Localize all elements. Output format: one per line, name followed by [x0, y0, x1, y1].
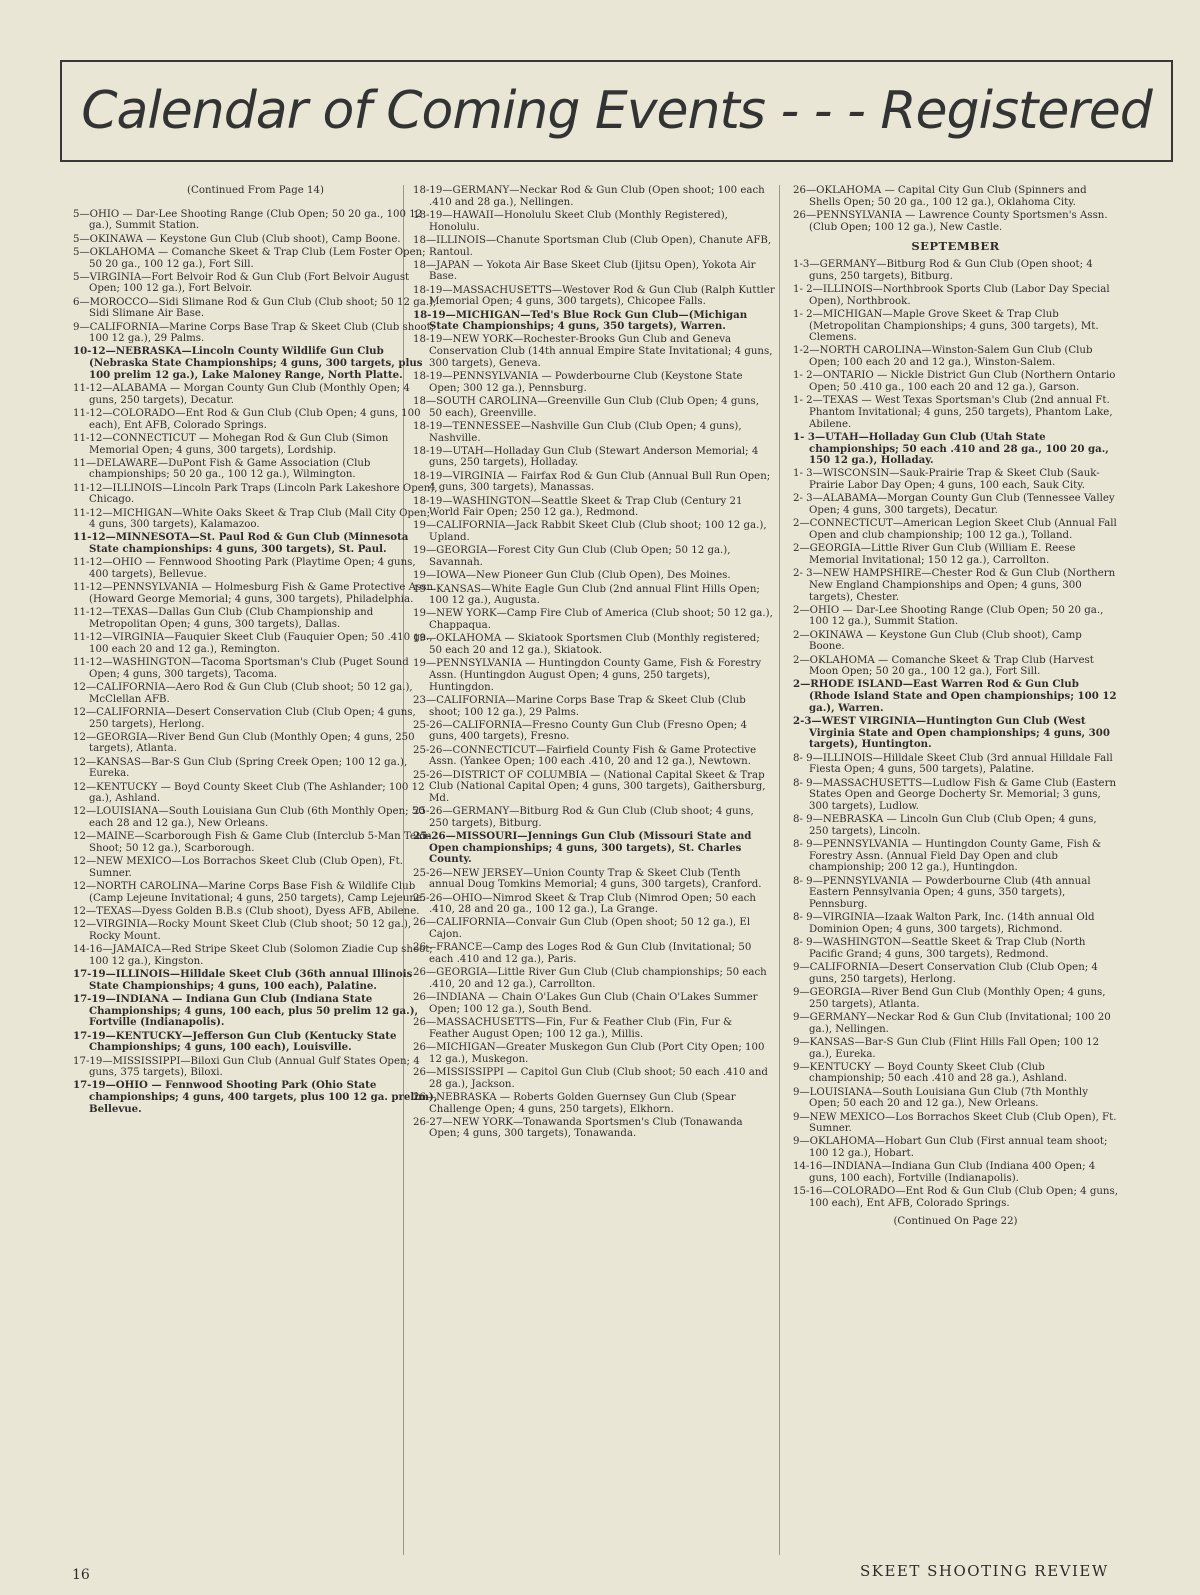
event-entry: 2—RHODE ISLAND—East Warren Rod & Gun Club (Rhode Island State and Open championships; 100 12 ga.), Warren.	[793, 678, 1117, 714]
event-entry: 18-19—GERMANY—Neckar Rod & Gun Club (Open shoot; 100 each .410 and 28 ga.), Nellingen.	[413, 185, 765, 208]
continued-from-note: (Continued From Page 14)	[187, 185, 324, 196]
event-list	[413, 185, 775, 1140]
event-entry: 2—GEORGIA—Little River Gun Club (William E. Reese Memorial Invitational; 150 12 ga.), Carrollton.	[793, 543, 1076, 566]
event-entry: 8- 9—VIRGINIA—Izaak Walton Park, Inc. (14th annual Old Dominion Open; 4 guns, 300 targets), Richmond.	[793, 912, 1095, 935]
event-entry: 18-19—MASSACHUSETTS—Westover Rod & Gun Club (Ralph Kuttler Memorial Open; 4 guns, 300 targets), Chicopee Falls.	[413, 284, 775, 308]
event-entry: 18-19—WASHINGTON—Seattle Skeet & Trap Club (Century 21 World Fair Open; 250 12 ga.), Redmond.	[413, 495, 743, 519]
event-entry: 11-12—OHIO — Fennwood Shooting Park (Playtime Open; 4 guns, 400 targets), Bellevue.	[73, 557, 416, 581]
event-entry: 11-12—ILLINOIS—Lincoln Park Traps (Lincoln Park Lakeshore Open), Chicago.	[73, 482, 438, 506]
event-entry: 25-26—GERMANY—Bitburg Rod & Gun Club (Club shoot; 4 guns, 250 targets), Bitburg.	[413, 806, 754, 829]
event-entry: 2—OHIO — Dar-Lee Shooting Range (Club Open; 50 20 ga., 100 12 ga.), Summit Station.	[793, 604, 1104, 628]
event-list	[793, 259, 1118, 1210]
event-entry: 5—OKINAWA — Keystone Gun Club (Club shoot), Camp Boone.	[73, 233, 401, 245]
event-entry: 26—MICHIGAN—Greater Muskegon Gun Club (Port City Open; 100 12 ga.), Muskegon.	[413, 1042, 765, 1065]
event-entry: 5—OKLAHOMA — Comanche Skeet & Trap Club (Lem Foster Open; 50 20 ga., 100 12 ga.), Fort Sill.	[73, 246, 426, 270]
event-entry: 11-12—WASHINGTON—Tacoma Sportsman's Club (Puget Sound Open; 4 guns, 300 targets), Tacoma.	[73, 657, 409, 680]
event-entry: 9—NEW MEXICO—Los Borrachos Skeet Club (Club Open), Ft. Sumner.	[793, 1111, 1117, 1135]
event-entry: 1- 2—TEXAS — West Texas Sportsman's Club (2nd annual Ft. Phantom Invitational; 4 guns, 250 targets), Phantom Lake, Abilene.	[793, 395, 1113, 430]
publication-name: SKEET SHOOTING REVIEW	[860, 1562, 1109, 1580]
event-entry: 9—KANSAS—Bar-S Gun Club (Flint Hills Fall Open; 100 12 ga.), Eureka.	[793, 1036, 1100, 1060]
event-entry: 9—LOUISIANA—South Louisiana Gun Club (7th Monthly Open; 50 each 20 and 12 ga.), New Orleans.	[793, 1086, 1088, 1110]
title-box	[60, 60, 1173, 162]
event-entry: 12—KENTUCKY — Boyd County Skeet Club (The Ashlander; 100 12 ga.), Ashland.	[73, 781, 425, 805]
event-entry: 11-12—VIRGINIA—Fauquier Skeet Club (Fauquier Open; 50 .410 ga., 100 each 20 and 12 ga.), Remington.	[73, 632, 433, 655]
event-entry: 25-26—MISSOURI—Jennings Gun Club (Missouri State and Open championships; 4 guns, 300 targets), St. Charles County.	[413, 830, 752, 866]
event-entry: 19—KANSAS—White Eagle Gun Club (2nd annual Flint Hills Open; 100 12 ga.), Augusta.	[413, 583, 760, 607]
event-entry: 19—CALIFORNIA—Jack Rabbit Skeet Club (Club shoot; 100 12 ga.), Upland.	[413, 520, 767, 544]
event-entry: 17-19—ILLINOIS—Hilldale Skeet Club (36th annual Illinois State Championships; 4 guns, 100 each), Palatine.	[73, 968, 413, 992]
event-entry: 5—OHIO — Dar-Lee Shooting Range (Club Open; 50 20 ga., 100 12 ga.), Summit Station.	[73, 208, 423, 232]
event-entry: 11-12—TEXAS—Dallas Gun Club (Club Championship and Metropolitan Open; 4 guns, 300 targets), Dallas.	[73, 607, 374, 630]
event-entry: 18-19—MICHIGAN—Ted's Blue Rock Gun Club—(Michigan State Championships; 4 guns, 350 targets), Warren.	[413, 308, 748, 333]
event-entry: 19—GEORGIA—Forest City Gun Club (Club Open; 50 12 ga.), Savannah.	[413, 545, 731, 569]
event-entry: 23—CALIFORNIA—Marine Corps Base Trap & Skeet Club (Club shoot; 100 12 ga.), 29 Palms.	[413, 694, 746, 718]
event-entry: 12—GEORGIA—River Bend Gun Club (Monthly Open; 4 guns, 250 targets), Atlanta.	[73, 731, 415, 755]
event-entry: 11-12—CONNECTICUT — Mohegan Rod & Gun Club (Simon Memorial Open; 4 guns, 300 targets), Lordship.	[73, 432, 389, 456]
event-entry: 12—CALIFORNIA—Aero Rod & Gun Club (Club shoot; 50 12 ga.), McClellan AFB.	[73, 681, 413, 705]
event-entry: 17-19—INDIANA — Indiana Gun Club (Indiana State Championships; 4 guns, 100 each, plus 50 prelim 12 ga.), Fortville (Indianapolis).	[73, 993, 419, 1029]
event-entry: 1- 2—ILLINOIS—Northbrook Sports Club (Labor Day Special Open), Northbrook.	[793, 283, 1110, 307]
event-entry: 5—VIRGINIA—Fort Belvoir Rod & Gun Club (Fort Belvoir August Open; 100 12 ga.), Fort Belvoir.	[73, 271, 410, 295]
event-entry: 1-2—NORTH CAROLINA—Winston-Salem Gun Club (Club Open; 100 each 20 and 12 ga.), Winston-Salem.	[793, 345, 1093, 369]
event-entry: 12—MAINE—Scarborough Fish & Game Club (Interclub 5-Man Team Shoot; 50 12 ga.), Scarborough.	[73, 831, 432, 855]
event-entry: 9—GERMANY—Neckar Rod & Gun Club (Invitational; 100 20 ga.), Nellingen.	[793, 1011, 1111, 1035]
event-entry: 1- 2—MICHIGAN—Maple Grove Skeet & Trap Club (Metropolitan Championships; 4 guns, 300 targets), Mt. Clemens.	[793, 308, 1099, 344]
event-list	[793, 185, 1118, 233]
month-heading: SEPTEMBER	[911, 239, 1000, 254]
page-title: Calendar of Coming Events - - - Registered	[81, 81, 1152, 141]
event-entry: 9—GEORGIA—River Bend Gun Club (Monthly Open; 4 guns, 250 targets), Atlanta.	[793, 987, 1106, 1010]
event-entry: 26—GEORGIA—Little River Gun Club (Club championships; 50 each .410, 20 and 12 ga.), Carrollton.	[413, 967, 767, 990]
event-entry: 26—INDIANA — Chain O'Lakes Gun Club (Chain O'Lakes Summer Open; 100 12 ga.), South Bend.	[413, 992, 758, 1015]
event-entry: 18-19—TENNESSEE—Nashville Gun Club (Club Open; 4 guns), Nashville.	[413, 420, 742, 444]
event-entry: 11-12—ALABAMA — Morgan County Gun Club (Monthly Open; 4 guns, 250 targets), Decatur.	[73, 383, 410, 406]
event-entry: 6—MOROCCO—Sidi Slimane Rod & Gun Club (Club shoot; 50 12 ga.), Sidi Slimane Air Base.	[73, 296, 437, 320]
event-list	[73, 209, 438, 1116]
event-entry: 25-26—CONNECTICUT—Fairfield County Fish & Game Protective Assn. (Yankee Open; 100 each .410, 20 and 12 ga.), Newtown.	[413, 744, 757, 768]
event-entry: 1- 2—ONTARIO — Nickle District Gun Club (Northern Ontario Open; 50 .410 ga., 100 each 20 and 12 ga.), Garson.	[793, 370, 1116, 394]
event-entry: 8- 9—NEBRASKA — Lincoln Gun Club (Club Open; 4 guns, 250 targets), Lincoln.	[793, 814, 1097, 837]
event-entry: 9—CALIFORNIA—Desert Conservation Club (Club Open; 4 guns, 250 targets), Herlong.	[793, 962, 1098, 985]
event-entry: 14-16—INDIANA—Indiana Gun Club (Indiana 400 Open; 4 guns, 100 each), Fortville (Indianapolis).	[793, 1161, 1096, 1185]
event-entry: 15-16—COLORADO—Ent Rod & Gun Club (Club Open; 4 guns, 100 each), Ent AFB, Colorado Springs.	[793, 1186, 1118, 1209]
event-entry: 11—DELAWARE—DuPont Fish & Game Association (Club championships; 50 20 ga., 100 12 ga.), Wilmington.	[73, 457, 371, 481]
event-entry: 25-26—DISTRICT OF COLUMBIA — (National Capital Skeet & Trap Club (National Capital Open; 4 guns, 300 targets), Gaithersburg, Md.	[413, 769, 766, 804]
event-entry: 19—NEW YORK—Camp Fire Club of America (Club shoot; 50 12 ga.), Chappaqua.	[413, 608, 773, 632]
event-entry: 2- 3—NEW HAMPSHIRE—Chester Rod & Gun Club (Northern New England Championships and Open; 4 guns, 300 targets), Chester.	[793, 568, 1116, 603]
event-entry: 2- 3—ALABAMA—Morgan County Gun Club (Tennessee Valley Open; 4 guns, 300 targets), Decatur.	[793, 493, 1115, 517]
event-entry: 8- 9—ILLINOIS—Hilldale Skeet Club (3rd annual Hilldale Fall Fiesta Open; 4 guns, 500 targets), Palatine.	[793, 752, 1113, 776]
event-entry: 26—PENNSYLVANIA — Lawrence County Sportsmen's Assn. (Club Open; 100 12 ga.), New Castle.	[793, 209, 1108, 233]
event-entry: 19—IOWA—New Pioneer Gun Club (Club Open), Des Moines.	[413, 570, 731, 582]
event-entry: 14-16—JAMAICA—Red Stripe Skeet Club (Solomon Ziadie Cup shoot; 100 12 ga.), Kingston.	[73, 944, 433, 967]
event-entry: 17-19—KENTUCKY—Jefferson Gun Club (Kentucky State Championships; 4 guns, 100 each), Louisville.	[73, 1029, 397, 1054]
event-entry: 12—NEW MEXICO—Los Borrachos Skeet Club (Club Open), Ft. Sumner.	[73, 856, 403, 879]
event-entry: 9—KENTUCKY — Boyd County Skeet Club (Club championship; 50 each .410 and 28 ga.), Ashland.	[793, 1061, 1068, 1085]
event-entry: 18—SOUTH CAROLINA—Greenville Gun Club (Club Open; 4 guns, 50 each), Greenville.	[413, 395, 760, 419]
event-entry: 18-19—NEW YORK—Rochester-Brooks Gun Club and Geneva Conservation Club (14th annual Empire State Invitational; 4 guns, 300 targets), Geneva.	[413, 334, 773, 369]
event-entry: 8- 9—MASSACHUSETTS—Ludlow Fish & Game Club (Eastern States Open and George Docherty Sr. Memorial; 3 guns, 300 targets), Ludlow.	[793, 777, 1117, 812]
event-entry: 11-12—COLORADO—Ent Rod & Gun Club (Club Open; 4 guns, 100 each), Ent AFB, Colorado Springs.	[73, 407, 421, 431]
event-entry: 10-12—NEBRASKA—Lincoln County Wildlife Gun Club (Nebraska State Championships; 4 guns, 300 targets, plus 100 prelim 12 ga.), Lake Maloney Range, North Platte.	[73, 345, 423, 381]
event-entry: 8- 9—WASHINGTON—Seattle Skeet & Trap Club (North Pacific Grand; 4 guns, 300 targets), Redmond.	[793, 937, 1086, 960]
event-entry: 19—PENNSYLVANIA — Huntingdon County Game, Fish & Forestry Assn. (Huntingdon August Open; 4 guns, 250 targets), Huntingdon.	[413, 658, 762, 693]
event-entry: 26—OKLAHOMA — Capital City Gun Club (Spinners and Shells Open; 50 20 ga., 100 12 ga.), Oklahoma City.	[793, 185, 1087, 208]
event-entry: 2—OKINAWA — Keystone Gun Club (Club shoot), Camp Boone.	[793, 629, 1082, 653]
event-entry: 18-19—PENNSYLVANIA — Powderbourne Club (Keystone State Open; 300 12 ga.), Pennsburg.	[413, 371, 743, 394]
event-entry: 1- 3—UTAH—Holladay Gun Club (Utah State championships; 50 each .410 and 28 ga., 100 20 ga., 150 12 ga.), Holladay.	[793, 430, 1109, 467]
event-entry: 1- 3—WISCONSIN—Sauk-Prairie Trap & Skeet Club (Sauk-Prairie Labor Day Open; 4 guns, 100 each, Sauk City.	[793, 468, 1100, 492]
event-entry: 26—FRANCE—Camp des Loges Rod & Gun Club (Invitational; 50 each .410 and 12 ga.), Paris.	[413, 942, 752, 966]
event-entry: 12—CALIFORNIA—Desert Conservation Club (Club Open; 4 guns, 250 targets), Herlong.	[73, 706, 416, 730]
event-entry: 25-26—OHIO—Nimrod Skeet & Trap Club (Nimrod Open; 50 each .410, 28 and 20 ga., 100 12 ga.), La Grange.	[413, 892, 756, 916]
event-entry: 12—LOUISIANA—South Louisiana Gun Club (6th Monthly Open; 50 each 28 and 12 ga.), New Orleans.	[73, 806, 425, 830]
event-entry: 11-12—MICHIGAN—White Oaks Skeet & Trap Club (Mall City Open; 4 guns, 300 targets), Kalamazoo.	[73, 507, 431, 531]
event-entry: 18—ILLINOIS—Chanute Sportsman Club (Club Open), Chanute AFB, Rantoul.	[413, 234, 772, 258]
column-divider	[779, 185, 780, 1555]
event-entry: 18-19—UTAH—Holladay Gun Club (Stewart Anderson Memorial; 4 guns, 250 targets), Holladay.	[413, 445, 759, 469]
event-entry: 26-27—NEW YORK—Tonawanda Sportsmen's Club (Tonawanda Open; 4 guns, 300 targets), Tonawanda.	[413, 1116, 743, 1140]
event-entry: 25-26—NEW JERSEY—Union County Trap & Skeet Club (Tenth annual Doug Tomkins Memorial; 4 guns, 300 targets), Cranford.	[413, 867, 762, 891]
event-entry: 17-19—MISSISSIPPI—Biloxi Gun Club (Annual Gulf States Open; 4 guns, 375 targets), Biloxi.	[73, 1055, 420, 1079]
event-entry: 18-19—HAWAII—Honolulu Skeet Club (Monthly Registered), Honolulu.	[413, 209, 728, 233]
event-entry: 8- 9—PENNSYLVANIA — Powderbourne Club (4th annual Eastern Pennsylvania Open; 4 guns, 350 targets), Pennsburg.	[793, 875, 1091, 911]
event-entry: 2—OKLAHOMA — Comanche Skeet & Trap Club (Harvest Moon Open; 50 20 ga., 100 12 ga.), Fort Sill.	[793, 654, 1094, 678]
column-2	[413, 185, 775, 1142]
event-entry: 2-3—WEST VIRGINIA—Huntington Gun Club (West Virginia State and Open championships; 4 guns, 300 targets), Huntington.	[793, 715, 1110, 751]
event-entry: 12—VIRGINIA—Rocky Mount Skeet Club (Club shoot; 50 12 ga.), Rocky Mount.	[73, 919, 412, 942]
event-entry: 19—OKLAHOMA — Skiatook Sportsmen Club (Monthly registered; 50 each 20 and 12 ga.), Skiatook.	[413, 633, 760, 657]
column-3	[793, 185, 1118, 1227]
event-entry: 11-12—MINNESOTA—St. Paul Rod & Gun Club (Minnesota State championships: 4 guns, 300 targets), St. Paul.	[73, 531, 409, 556]
column-1	[73, 185, 438, 1117]
event-entry: 26—CALIFORNIA—Convair Gun Club (Open shoot; 50 12 ga.), El Cajon.	[413, 917, 751, 941]
event-entry: 26—MISSISSIPPI — Capitol Gun Club (Club shoot; 50 each .410 and 28 ga.), Jackson.	[413, 1066, 768, 1090]
event-entry: 12—TEXAS—Dyess Golden B.B.s (Club shoot), Dyess AFB, Abilene.	[73, 906, 420, 918]
event-entry: 11-12—PENNSYLVANIA — Holmesburg Fish & Game Protective Assn. (Howard George Memorial; 4 guns, 300 targets), Philadelphia.	[73, 582, 437, 605]
event-entry: 26—NEBRASKA — Roberts Golden Guernsey Gun Club (Spear Challenge Open; 4 guns, 250 targets), Elkhorn.	[413, 1091, 736, 1115]
event-entry: 26—MASSACHUSETTS—Fin, Fur & Feather Club (Fin, Fur & Feather August Open; 100 12 ga.), Millis.	[413, 1017, 733, 1040]
event-entry: 9—OKLAHOMA—Hobart Gun Club (First annual team shoot; 100 12 ga.), Hobart.	[793, 1136, 1108, 1160]
event-entry: 9—CALIFORNIA—Marine Corps Base Trap & Skeet Club (Club shoot; 100 12 ga.), 29 Palms.	[73, 321, 435, 345]
event-entry: 25-26—CALIFORNIA—Fresno County Gun Club (Fresno Open; 4 guns, 400 targets), Fresno.	[413, 719, 747, 743]
event-entry: 12—NORTH CAROLINA—Marine Corps Base Fish & Wildlife Club (Camp Lejeune Invitational; 4 guns, 250 targets), Camp Lejeune.	[73, 881, 426, 904]
event-entry: 8- 9—PENNSYLVANIA — Huntingdon County Game, Fish & Forestry Assn. (Annual Field Day Open and club championship; 200 12 ga.), Huntingdon.	[793, 839, 1102, 874]
event-entry: 1-3—GERMANY—Bitburg Rod & Gun Club (Open shoot; 4 guns, 250 targets), Bitburg.	[793, 259, 1093, 282]
continued-on-note: (Continued On Page 22)	[893, 1215, 1018, 1227]
page-number: 16	[72, 1567, 90, 1583]
event-entry: 12—KANSAS—Bar-S Gun Club (Spring Creek Open; 100 12 ga.), Eureka.	[73, 756, 408, 780]
event-entry: 18-19—VIRGINIA — Fairfax Rod & Gun Club (Annual Bull Run Open; 4 guns, 300 targets), Manassas.	[413, 470, 771, 494]
event-entry: 18—JAPAN — Yokota Air Base Skeet Club (Ijitsu Open), Yokota Air Base.	[413, 259, 756, 283]
event-entry: 2—CONNECTICUT—American Legion Skeet Club (Annual Fall Open and club championship; 100 12 ga.), Tolland.	[793, 518, 1117, 541]
event-entry: 17-19—OHIO — Fennwood Shooting Park (Ohio State championships; 4 guns, 400 targets, plus 100 12 ga. prelim), Bellevue.	[73, 1079, 438, 1115]
